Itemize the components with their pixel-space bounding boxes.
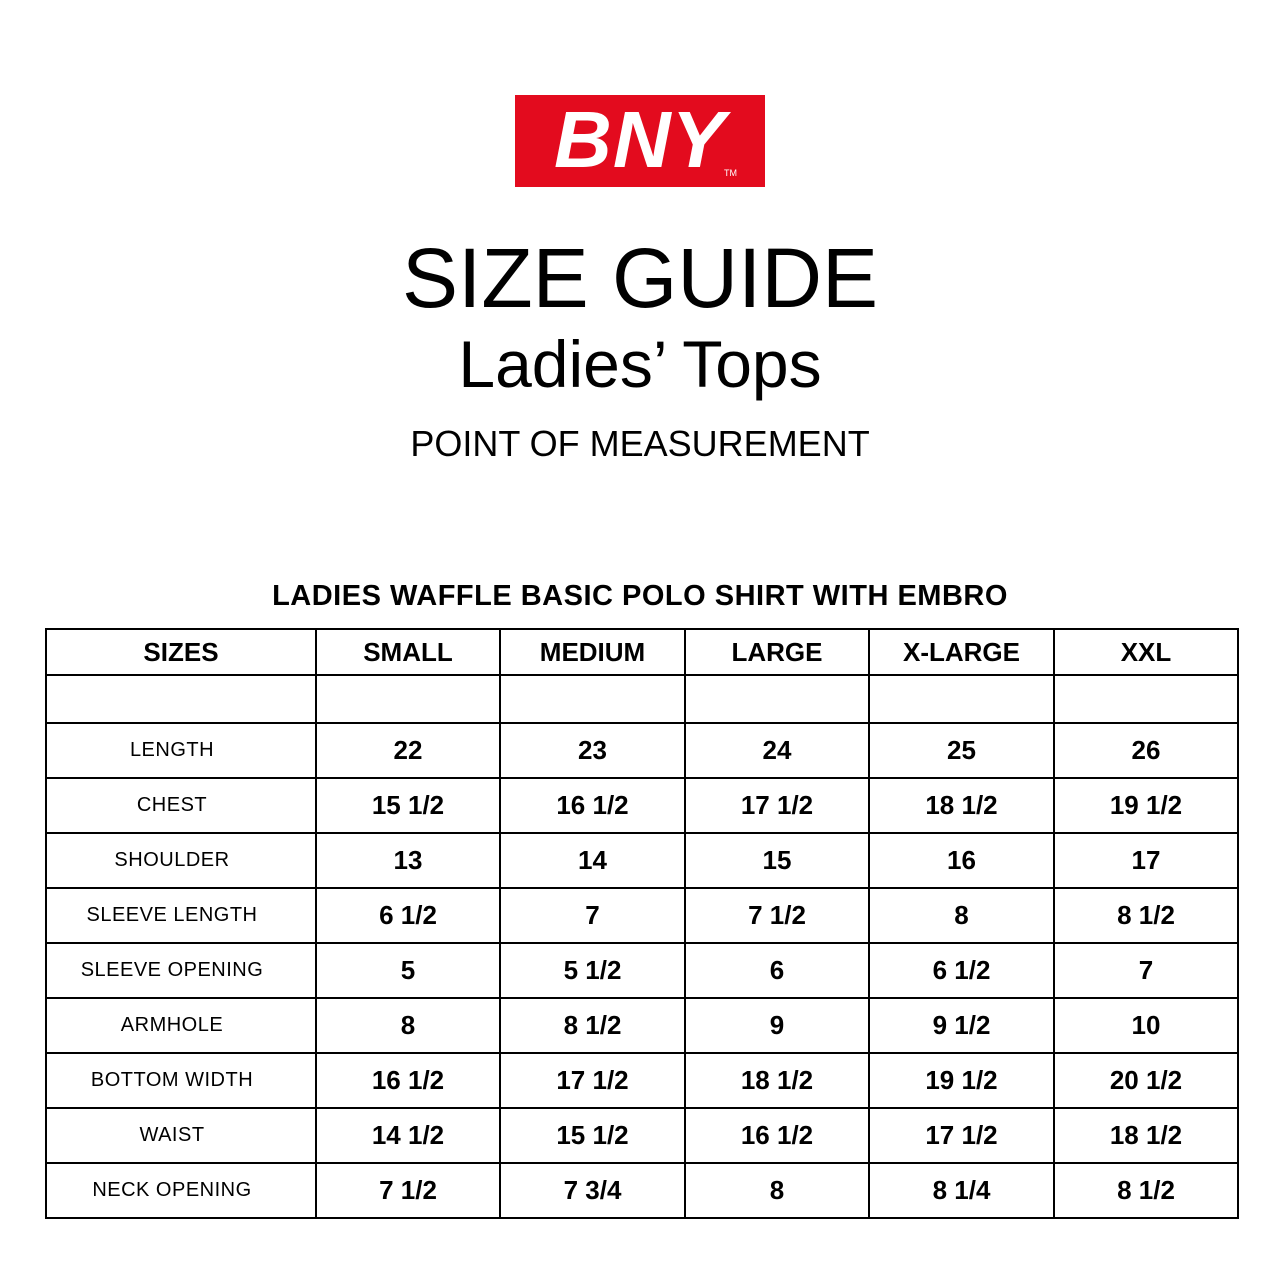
measurement-cell: 17 1/2 [500,1053,685,1108]
table-title: LADIES WAFFLE BASIC POLO SHIRT WITH EMBRO [272,580,1008,612]
measurement-cell: 24 [685,723,869,778]
row-label: SLEEVE LENGTH [86,904,258,926]
measurement-cell: 26 [1054,723,1238,778]
measurement-cell: 19 1/2 [869,1053,1054,1108]
row-label-cell [46,833,316,888]
row-label: SLEEVE OPENING [80,959,264,981]
measurement-cell: 23 [500,723,685,778]
measurement-cell: 8 [316,998,500,1053]
table-row [46,1108,1238,1163]
measurement-cell: 8 1/2 [1054,1163,1238,1218]
column-header-xxl: XXL [1054,629,1238,675]
table-row [46,833,1238,888]
table-row [46,1163,1238,1218]
blank-cell [500,675,685,723]
row-label: BOTTOM WIDTH [90,1069,254,1091]
measurement-cell: 8 1/4 [869,1163,1054,1218]
table-row [46,723,1238,778]
brand-logo [515,95,765,187]
measurement-cell: 20 1/2 [1054,1053,1238,1108]
size-table [45,628,1239,1219]
measurement-cell: 5 1/2 [500,943,685,998]
table-row [46,888,1238,943]
measurement-cell: 18 1/2 [1054,1108,1238,1163]
row-label-cell [46,1053,316,1108]
blank-row [46,675,1238,723]
page-subtitle: Ladies’ Tops [458,327,822,401]
measurement-cell: 17 1/2 [685,778,869,833]
section-label: POINT OF MEASUREMENT [410,423,870,464]
header-row [46,629,1238,675]
measurement-cell: 17 1/2 [869,1108,1054,1163]
measurement-cell: 18 1/2 [685,1053,869,1108]
logo-text: BNY [554,95,726,184]
measurement-cell: 6 1/2 [316,888,500,943]
row-label: WAIST [139,1124,205,1146]
page-title: SIZE GUIDE [401,231,879,325]
measurement-cell: 17 [1054,833,1238,888]
measurement-cell: 15 1/2 [316,778,500,833]
row-label-cell [46,1163,316,1218]
measurement-cell: 8 [869,888,1054,943]
measurement-cell: 18 1/2 [869,778,1054,833]
measurement-cell: 16 1/2 [685,1108,869,1163]
blank-cell [316,675,500,723]
measurement-cell: 15 1/2 [500,1108,685,1163]
measurement-cell: 7 3/4 [500,1163,685,1218]
measurement-cell: 8 1/2 [500,998,685,1053]
column-header-large: LARGE [685,629,869,675]
column-header-medium: MEDIUM [500,629,685,675]
measurement-cell: 7 [1054,943,1238,998]
measurement-cell: 16 1/2 [500,778,685,833]
table-row [46,778,1238,833]
measurement-cell: 7 1/2 [685,888,869,943]
row-label: LENGTH [129,739,215,761]
logo-trademark: TM [724,168,737,178]
measurement-cell: 13 [316,833,500,888]
measurement-cell: 8 1/2 [1054,888,1238,943]
column-header-sizes: SIZES [46,629,316,675]
measurement-cell: 9 [685,998,869,1053]
row-label-cell [46,723,316,778]
measurement-cell: 10 [1054,998,1238,1053]
row-label: CHEST [136,794,208,816]
measurement-cell: 7 1/2 [316,1163,500,1218]
measurement-cell: 16 [869,833,1054,888]
measurement-cell: 7 [500,888,685,943]
table-row [46,1053,1238,1108]
measurement-cell: 14 [500,833,685,888]
blank-cell [1054,675,1238,723]
row-label-cell [46,998,316,1053]
row-label-cell [46,943,316,998]
row-label-cell [46,888,316,943]
column-header-x-large: X-LARGE [869,629,1054,675]
blank-cell [869,675,1054,723]
measurement-cell: 19 1/2 [1054,778,1238,833]
measurement-cell: 9 1/2 [869,998,1054,1053]
row-label: ARMHOLE [120,1014,224,1036]
measurement-cell: 5 [316,943,500,998]
blank-cell [46,675,316,723]
table-row [46,943,1238,998]
row-label: SHOULDER [114,849,230,871]
measurement-cell: 15 [685,833,869,888]
measurement-cell: 25 [869,723,1054,778]
column-header-small: SMALL [316,629,500,675]
measurement-cell: 22 [316,723,500,778]
measurement-cell: 14 1/2 [316,1108,500,1163]
measurement-cell: 16 1/2 [316,1053,500,1108]
measurement-cell: 8 [685,1163,869,1218]
table-row [46,998,1238,1053]
row-label: NECK OPENING [92,1179,252,1201]
measurement-cell: 6 1/2 [869,943,1054,998]
measurement-cell: 6 [685,943,869,998]
row-label-cell [46,1108,316,1163]
row-label-cell [46,778,316,833]
blank-cell [685,675,869,723]
